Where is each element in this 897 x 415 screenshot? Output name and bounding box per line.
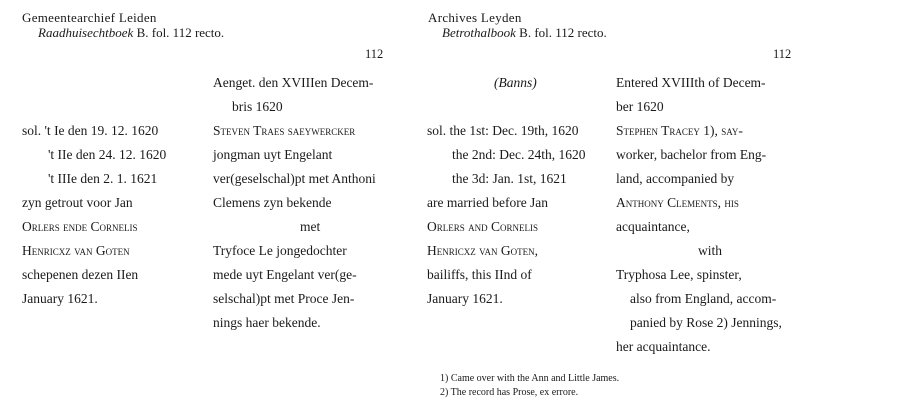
- left-col-b-line-2: bris 1620: [232, 99, 283, 114]
- left-col-b-line-4: jongman uyt Engelant: [213, 147, 333, 162]
- right-book-name: Betrothalbook: [442, 25, 516, 40]
- right-col-a-line-7: Henricxz van Goten,: [427, 243, 538, 258]
- left-book-ref-line: [38, 25, 224, 41]
- footnote-1: 1) Came over with the Ann and Little James.: [440, 373, 620, 384]
- left-col-b-line-6: Clemens zyn bekende: [213, 195, 332, 210]
- right-col-a-line-6: Orlers and Cornelis: [427, 219, 539, 234]
- right-col-b-line-6: Anthony Clements, his: [616, 195, 739, 210]
- left-col-b-line-9: mede uyt Engelant ver(ge-: [213, 267, 357, 282]
- left-col-a-line-4: zyn getrout voor Jan: [22, 195, 133, 210]
- right-col-b-line-1: Entered XVIIIth of Decem-: [616, 75, 766, 90]
- left-col-a-line-3: 't IIIe den 2. 1. 1621: [48, 171, 158, 186]
- right-col-b-line-10: also from England, accom-: [630, 291, 777, 306]
- right-col-b-line-2: ber 1620: [616, 99, 664, 114]
- left-col-b-line-7: met: [300, 219, 321, 234]
- right-book-ref: B. fol. 112 recto.: [519, 25, 607, 40]
- right-book-ref-line: [442, 25, 607, 41]
- left-col-b-line-3: Steven Traes saeywercker: [213, 123, 356, 138]
- right-col-a-line-1: (Banns): [494, 75, 537, 90]
- left-col-a-line-8: January 1621.: [22, 291, 98, 306]
- left-col-b-line-11: nings haer bekende.: [213, 315, 321, 330]
- left-col-a-line-5: Orlers ende Cornelis: [22, 219, 138, 234]
- right-col-a-line-5: are married before Jan: [427, 195, 549, 210]
- left-archive-title: Gemeentearchief Leiden: [22, 10, 157, 25]
- right-col-b-line-3: Stephen Tracey 1), say-: [616, 123, 743, 138]
- left-book-ref: B. fol. 112 recto.: [136, 25, 225, 40]
- left-col-a-line-1: sol. 't Ie den 19. 12. 1620: [22, 123, 159, 138]
- left-col-b-line-1: Aenget. den XVIIIen Decem-: [213, 75, 374, 90]
- footnote-2: 2) The record has Prose, ex errore.: [440, 387, 579, 398]
- left-book-name: Raadhuisechtboek: [38, 25, 134, 40]
- right-page-number: 112: [773, 47, 792, 61]
- right-col-a-line-8: bailiffs, this IInd of: [427, 267, 532, 282]
- left-col-b-line-8: Tryfoce Le jongedochter: [213, 243, 347, 258]
- right-col-a-line-4: the 3d: Jan. 1st, 1621: [452, 171, 567, 186]
- left-col-a-line-7: schepenen dezen IIen: [22, 267, 139, 282]
- right-col-b-line-9: Tryphosa Lee, spinster,: [616, 267, 742, 282]
- right-col-b-line-11: panied by Rose 2) Jennings,: [630, 315, 782, 330]
- right-col-b-line-5: land, accompanied by: [616, 171, 735, 186]
- right-col-a-line-3: the 2nd: Dec. 24th, 1620: [452, 147, 586, 162]
- left-col-b-line-10: selschal)pt met Proce Jen-: [213, 291, 355, 306]
- left-col-a-line-6: Henricxz van Goten: [22, 243, 130, 258]
- right-col-b-line-12: her acquaintance.: [616, 339, 711, 354]
- right-col-b-line-8: with: [698, 243, 723, 258]
- right-col-b-line-4: worker, bachelor from Eng-: [616, 147, 767, 162]
- left-col-b-line-5: ver(geselschal)pt met Anthoni: [213, 171, 376, 186]
- right-col-a-line-2: sol. the 1st: Dec. 19th, 1620: [427, 123, 579, 138]
- left-col-a-line-2: 't IIe den 24. 12. 1620: [48, 147, 167, 162]
- right-archive-title: Archives Leyden: [428, 10, 522, 25]
- left-page-number: 112: [365, 47, 384, 61]
- right-col-a-line-9: January 1621.: [427, 291, 503, 306]
- right-col-b-line-7: acquaintance,: [616, 219, 690, 234]
